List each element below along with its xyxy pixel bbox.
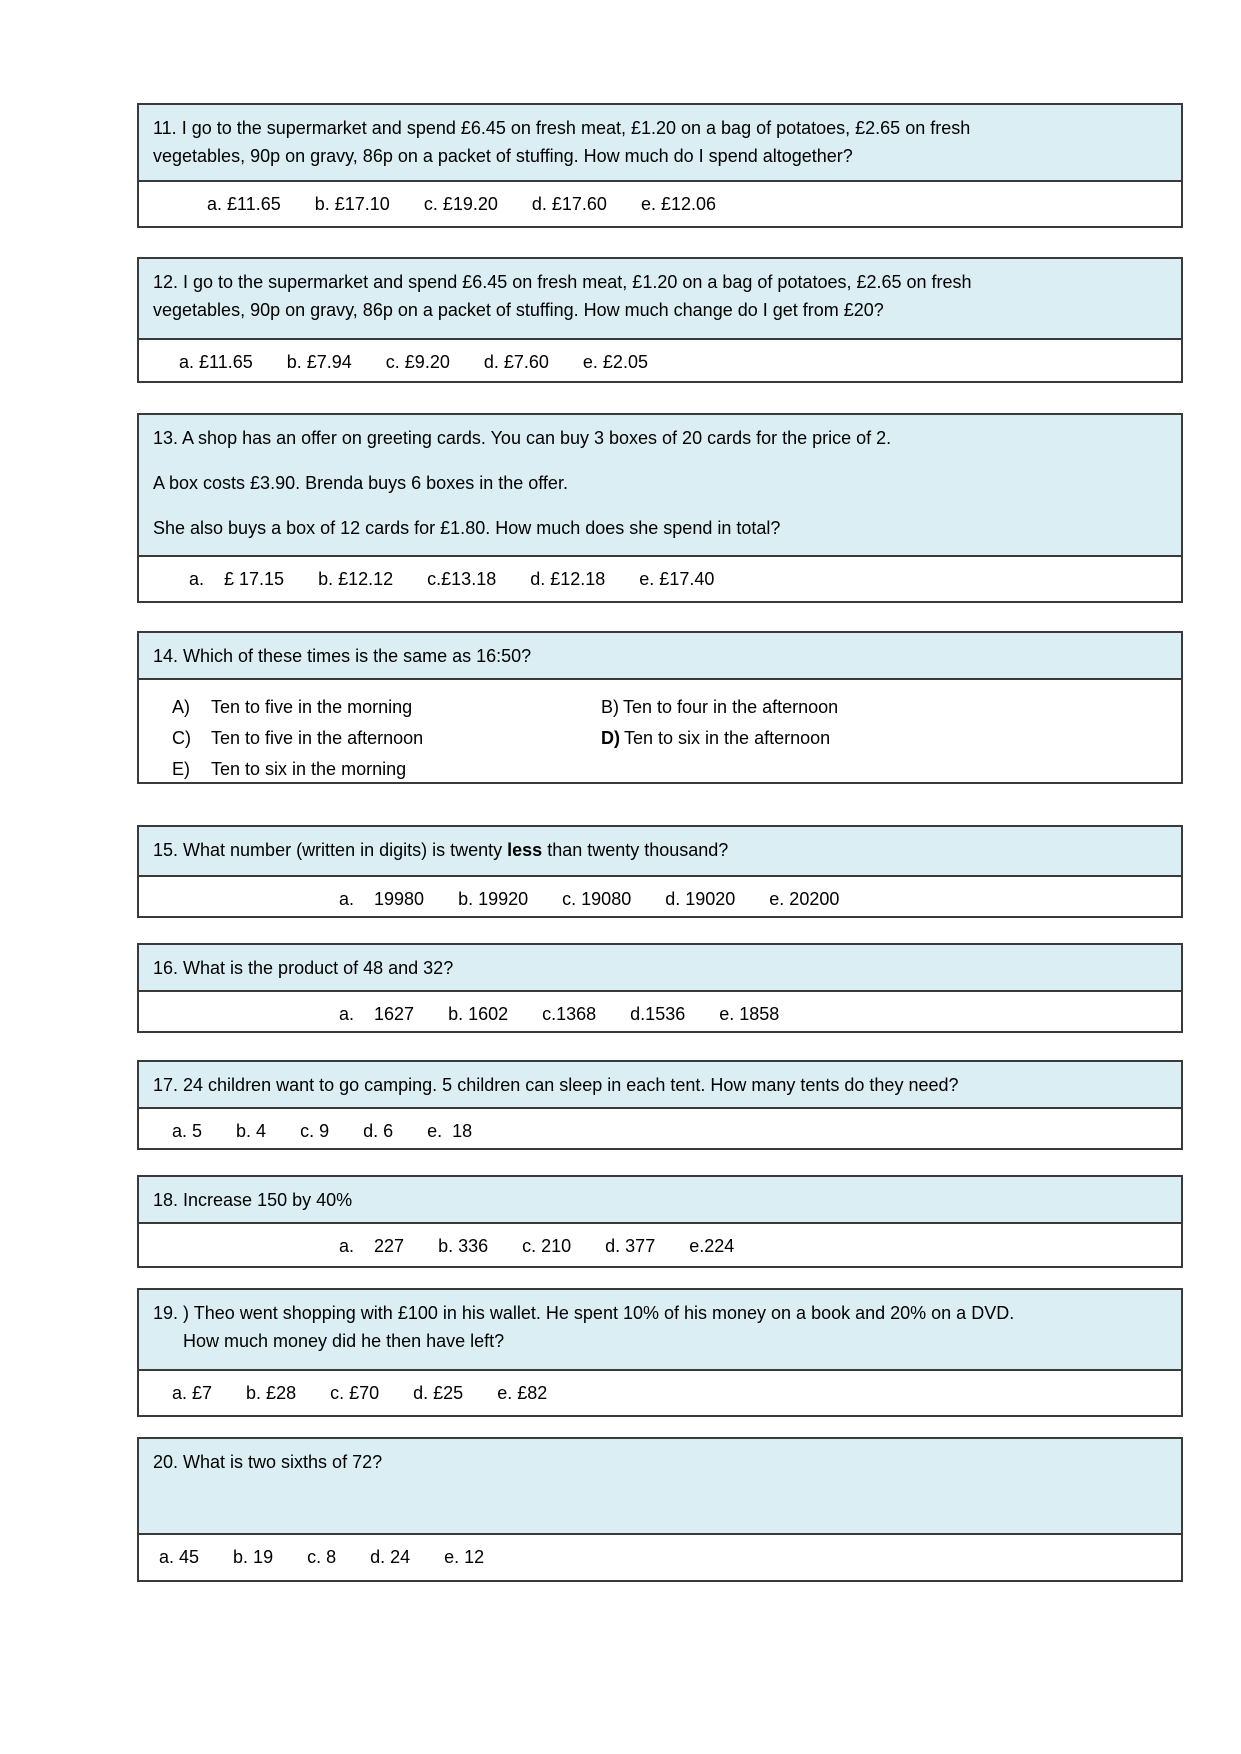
answer-option-d: d. 6 (363, 1121, 394, 1141)
answer-option-a: a. £ 17.15 (189, 569, 285, 589)
answer-option-e: e. £17.40 (639, 569, 715, 589)
option-text-a: Ten to five in the morning (211, 697, 413, 717)
option-row (139, 692, 1181, 723)
question-14-box (137, 631, 1183, 784)
prompt-paragraph: She also buys a box of 12 cards for £1.80. How much does she spend in total? (153, 518, 781, 538)
prompt-line: 12. I go to the supermarket and spend £6.45 on fresh meat, £1.20 on a bag of potatoes, £2.65 on fresh (153, 272, 972, 292)
answer-option-b: b. £17.10 (314, 194, 390, 214)
question-16-answers (139, 992, 1181, 1027)
option-label-c: C) (172, 728, 191, 748)
answer-option-a: a. 227 (339, 1236, 405, 1256)
answer-option-d: d. £12.18 (530, 569, 606, 589)
prompt-line: 16. What is the product of 48 and 32? (153, 958, 454, 978)
answer-option-b: b. 336 (438, 1236, 489, 1256)
question-20-prompt (139, 1439, 1181, 1535)
option-label-b: B) (601, 697, 619, 717)
option-text-b: Ten to four in the afternoon (623, 697, 839, 717)
answer-option-c: c.1368 (542, 1004, 597, 1024)
answer-option-e: e. 18 (427, 1121, 473, 1141)
answer-option-e: e. £2.05 (582, 352, 648, 372)
answer-option-e: e. 12 (444, 1547, 485, 1567)
answer-option-a: a. 5 (172, 1121, 203, 1141)
option-text-e: Ten to six in the morning (211, 759, 407, 779)
answer-option-b: b. £28 (246, 1383, 297, 1403)
prompt-line: How much money did he then have left? (183, 1331, 505, 1351)
answer-option-e: e. £82 (497, 1383, 548, 1403)
question-19-prompt (139, 1290, 1181, 1371)
answer-option-c: c. £9.20 (385, 352, 450, 372)
answer-option-b: b. £7.94 (286, 352, 352, 372)
option-b (601, 692, 838, 723)
answer-option-a: a. 1627 (339, 1004, 415, 1024)
question-14-prompt (139, 633, 1181, 680)
question-16-prompt (139, 945, 1181, 992)
answer-option-c: c. £70 (330, 1383, 380, 1403)
answer-option-d: d.1536 (630, 1004, 686, 1024)
answer-option-b: b. 19 (233, 1547, 274, 1567)
question-11-prompt (139, 105, 1181, 182)
answer-option-a: a. £11.65 (179, 352, 253, 372)
answer-option-a: a. £11.65 (207, 194, 281, 214)
answer-option-e: e. £12.06 (640, 194, 717, 214)
answer-option-c: c. 9 (300, 1121, 330, 1141)
question-15-answers (139, 877, 1181, 912)
answer-option-e: e. 20200 (769, 889, 840, 909)
question-17-answers (139, 1109, 1181, 1144)
question-14-options (139, 680, 1181, 785)
answer-option-c: c. £19.20 (423, 194, 498, 214)
question-12-answers (139, 340, 1181, 375)
answer-option-d: d. £7.60 (483, 352, 549, 372)
question-19-box (137, 1288, 1183, 1417)
answer-option-e: e. 1858 (719, 1004, 780, 1024)
answer-option-c: c. 19080 (562, 889, 632, 909)
answer-option-c: c. 8 (307, 1547, 337, 1567)
option-label-e: E) (172, 759, 190, 779)
prompt-segment: 15. What number (written in digits) is twenty (153, 840, 508, 860)
prompt-line: 14. Which of these times is the same as 16:50? (153, 646, 532, 666)
option-label-d: D) (601, 728, 620, 748)
answer-option-d: d. £25 (413, 1383, 464, 1403)
answer-option-d: d. £17.60 (531, 194, 607, 214)
answer-option-d: d. 24 (370, 1547, 411, 1567)
question-20-box (137, 1437, 1183, 1582)
prompt-line: 18. Increase 150 by 40% (153, 1190, 353, 1210)
answer-option-d: d. 19020 (665, 889, 736, 909)
prompt-paragraph: A box costs £3.90. Brenda buys 6 boxes in the offer. (153, 473, 568, 493)
prompt-paragraph: 13. A shop has an offer on greeting cards. You can buy 3 boxes of 20 cards for the price of 2. (153, 428, 892, 448)
question-17-prompt (139, 1062, 1181, 1109)
option-d (601, 723, 830, 754)
answer-option-b: b. 19920 (458, 889, 529, 909)
question-15-prompt (139, 827, 1181, 877)
option-label-a: A) (172, 697, 190, 717)
prompt-line: vegetables, 90p on gravy, 86p on a packet of stuffing. How much change do I get from £20? (153, 300, 884, 320)
question-20-answers (139, 1535, 1181, 1570)
question-13-answers (139, 557, 1181, 592)
prompt-line: vegetables, 90p on gravy, 86p on a packet of stuffing. How much do I spend altogether? (153, 146, 853, 166)
answer-option-a: a. 19980 (339, 889, 425, 909)
prompt-line: 17. 24 children want to go camping. 5 children can sleep in each tent. How many tents do they need? (153, 1075, 959, 1095)
question-13-box (137, 413, 1183, 603)
answer-option-b: b. 1602 (448, 1004, 509, 1024)
option-row (139, 723, 1181, 754)
answer-option-b: b. 4 (236, 1121, 267, 1141)
prompt-segment: than twenty thousand? (542, 840, 729, 860)
prompt-bold-word: less (507, 840, 543, 860)
question-11-box (137, 103, 1183, 228)
answer-option-c: c.£13.18 (427, 569, 497, 589)
prompt-line: 19. ) Theo went shopping with £100 in his wallet. He spent 10% of his money on a book and 20% on a DVD. (153, 1303, 1015, 1323)
prompt-line: 11. I go to the supermarket and spend £6.45 on fresh meat, £1.20 on a bag of potatoes, £2.65 on fresh (153, 118, 971, 138)
question-13-prompt (139, 415, 1181, 557)
option-text-c: Ten to five in the afternoon (211, 728, 424, 748)
question-12-prompt (139, 259, 1181, 340)
question-18-answers (139, 1224, 1181, 1259)
question-16-box (137, 943, 1183, 1033)
answer-option-a: a. 45 (159, 1547, 200, 1567)
question-18-box (137, 1175, 1183, 1268)
answer-option-d: d. 377 (605, 1236, 656, 1256)
question-17-box (137, 1060, 1183, 1150)
answer-option-c: c. 210 (522, 1236, 572, 1256)
answer-option-a: a. £7 (172, 1383, 213, 1403)
answer-option-e: e.224 (689, 1236, 735, 1256)
question-19-answers (139, 1371, 1181, 1406)
question-15-box (137, 825, 1183, 918)
prompt-line: 20. What is two sixths of 72? (153, 1452, 383, 1472)
question-18-prompt (139, 1177, 1181, 1224)
question-11-answers (139, 182, 1181, 217)
answer-option-b: b. £12.12 (318, 569, 394, 589)
option-text-d: Ten to six in the afternoon (624, 728, 831, 748)
question-12-box (137, 257, 1183, 383)
prompt-line (153, 836, 1167, 864)
option-row (139, 754, 1181, 785)
